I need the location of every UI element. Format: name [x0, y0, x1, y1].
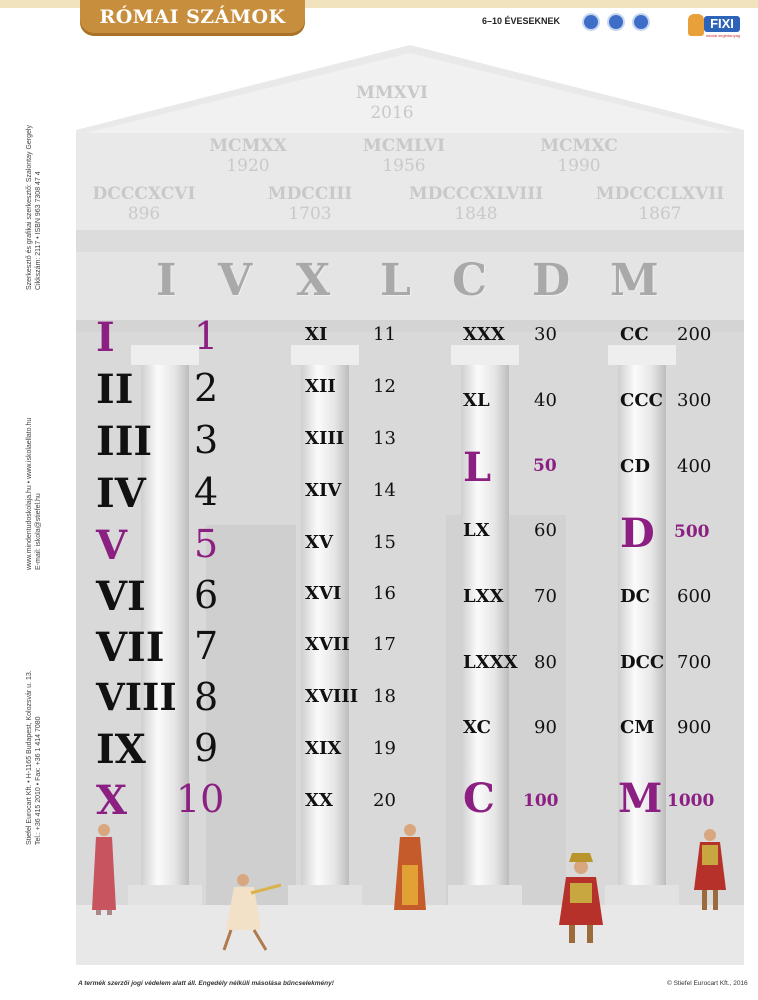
contact-text: E-mail: iskola@stiefel.hu	[35, 493, 42, 570]
pediment-year: 1956	[382, 156, 426, 176]
credits-text: Szerkesztő és grafikai szerkesztő: Szalontay Gergely	[26, 125, 33, 290]
arabic-numeral: 10	[176, 777, 225, 821]
arabic-numeral: 11	[373, 324, 396, 345]
roman-numeral: D	[620, 510, 655, 557]
frieze-letter: D	[532, 255, 571, 306]
roman-numeral: XVIII	[305, 686, 359, 707]
pediment-roman: MDCCIII	[267, 184, 353, 204]
pediment-roman: MDCCCLXVII	[595, 184, 725, 204]
arabic-numeral: 200	[677, 324, 712, 345]
temple-illustration	[76, 45, 744, 965]
pediment-year: 1920	[226, 156, 270, 176]
arabic-numeral: 14	[373, 480, 396, 501]
arabic-numeral: 70	[534, 586, 557, 607]
arabic-numeral: 60	[534, 520, 557, 541]
arabic-numeral: 20	[373, 790, 396, 811]
arabic-numeral: 2	[194, 366, 219, 410]
pediment-roman: MCMXC	[540, 136, 618, 156]
arabic-numeral: 16	[373, 583, 396, 604]
roman-numeral: XL	[463, 390, 490, 411]
badge-icon	[632, 13, 650, 31]
roman-numeral: XII	[305, 376, 336, 397]
arabic-numeral: 1	[194, 314, 219, 358]
roman-numeral: V	[96, 522, 128, 569]
roman-numeral: XIV	[305, 480, 342, 501]
age-label: 6–10 ÉVESEKNEK	[482, 16, 561, 26]
arabic-numeral: 17	[373, 634, 396, 655]
arabic-numeral: 80	[534, 652, 557, 673]
frieze-letter: M	[610, 255, 659, 306]
roman-numeral: DC	[620, 586, 650, 607]
pediment-roman: MCMXX	[209, 136, 287, 156]
pediment-roman: DCCCXCVI	[92, 184, 196, 204]
credits-text: Cikkszám: 2117 • ISBN 963 7308 47 4	[35, 171, 42, 290]
pediment-year: 896	[127, 204, 161, 224]
logo-subtext: iskolai segédanyag	[706, 33, 740, 38]
arabic-numeral: 100	[523, 791, 559, 811]
roman-numeral: XVII	[305, 634, 350, 655]
arabic-numeral: 4	[194, 470, 219, 514]
roman-numeral: XIX	[305, 738, 342, 759]
roman-numeral: XI	[305, 324, 328, 345]
copyright-notice: A termék szerzői jogi védelem alatt áll. Engedély nélküli másolása bűncselekmény!	[78, 980, 334, 987]
arabic-numeral: 1000	[667, 791, 715, 811]
mascot-icon	[688, 14, 704, 36]
roman-numeral: XXX	[463, 324, 505, 345]
roman-numeral: I	[96, 314, 115, 361]
roman-numeral: L	[463, 444, 492, 491]
arabic-numeral: 9	[194, 726, 219, 770]
address-text: Tel.: +36 415 2010 • Fax: +36 1 414 7080	[35, 716, 42, 845]
logo-text: FIXI	[704, 16, 740, 32]
frieze-letter: V	[218, 255, 253, 306]
arabic-numeral: 18	[373, 686, 396, 707]
badge-icon	[582, 13, 600, 31]
roman-numeral: CC	[620, 324, 649, 345]
roman-numeral: IX	[96, 726, 146, 773]
frieze-letter: X	[296, 255, 331, 306]
arabic-numeral: 900	[677, 717, 712, 738]
roman-numeral: CCC	[620, 390, 663, 411]
contact-text: www.mindentudoskolaja.hu • www.iskolaellato.hu	[26, 417, 33, 570]
roman-numeral: IV	[96, 470, 146, 517]
arabic-numeral: 300	[677, 390, 712, 411]
arabic-numeral: 13	[373, 428, 396, 449]
roman-numeral: LX	[463, 520, 490, 541]
arabic-numeral: 600	[677, 586, 712, 607]
address-text: Stiefel Eurocart Kft. • H-1165 Budapest, Kolozsvár u. 13.	[26, 670, 33, 845]
roman-numeral: XC	[463, 717, 491, 738]
arabic-numeral: 700	[677, 652, 712, 673]
arabic-numeral: 90	[534, 717, 557, 738]
arabic-numeral: 500	[674, 522, 710, 542]
roman-numeral: XIII	[305, 428, 345, 449]
frieze-letter: C	[452, 255, 488, 306]
roman-numeral: III	[96, 418, 153, 465]
arabic-numeral: 40	[534, 390, 557, 411]
frieze-letter: L	[380, 255, 411, 306]
pediment-year: 1990	[557, 156, 601, 176]
frieze-letter: I	[156, 255, 177, 306]
arabic-numeral: 30	[534, 324, 557, 345]
roman-numeral: II	[96, 366, 134, 413]
roman-numeral: M	[618, 775, 663, 822]
roman-numeral: DCC	[620, 652, 665, 673]
roman-numeral: CD	[620, 456, 650, 477]
arabic-numeral: 5	[194, 522, 219, 566]
copyright-owner: © Stiefel Eurocart Kft., 2016	[667, 980, 748, 987]
roman-numeral: VI	[96, 573, 146, 620]
arabic-numeral: 15	[373, 532, 396, 553]
arabic-numeral: 7	[194, 624, 219, 668]
arabic-numeral: 400	[677, 456, 712, 477]
pediment-year: 1867	[638, 204, 682, 224]
pediment-roman: MMXVI	[356, 83, 428, 103]
roman-numeral: LXXX	[463, 652, 518, 673]
arabic-numeral: 8	[194, 675, 219, 719]
arabic-numeral: 3	[194, 418, 219, 462]
arabic-numeral: 6	[194, 573, 219, 617]
pediment-roman: MCMLVI	[362, 136, 446, 156]
roman-numeral: C	[463, 775, 495, 822]
badge-icon	[607, 13, 625, 31]
roman-numeral: XX	[305, 790, 333, 811]
pediment-year: 1703	[288, 204, 332, 224]
roman-numeral: CM	[620, 717, 655, 738]
pediment-year: 2016	[370, 103, 414, 123]
arabic-numeral: 19	[373, 738, 396, 759]
roman-numeral: X	[96, 777, 128, 824]
pediment-year: 1848	[454, 204, 498, 224]
roman-numeral: XV	[305, 532, 333, 553]
fixi-logo	[688, 12, 740, 40]
page-title: RÓMAI SZÁMOK	[99, 6, 286, 28]
roman-numeral: XVI	[305, 583, 342, 604]
roman-numeral: LXX	[463, 586, 504, 607]
pediment-roman: MDCCCXLVIII	[408, 184, 544, 204]
arabic-numeral: 12	[373, 376, 396, 397]
roman-numeral: VIII	[96, 675, 177, 719]
roman-numeral: VII	[96, 624, 165, 671]
arabic-numeral: 50	[533, 456, 557, 476]
